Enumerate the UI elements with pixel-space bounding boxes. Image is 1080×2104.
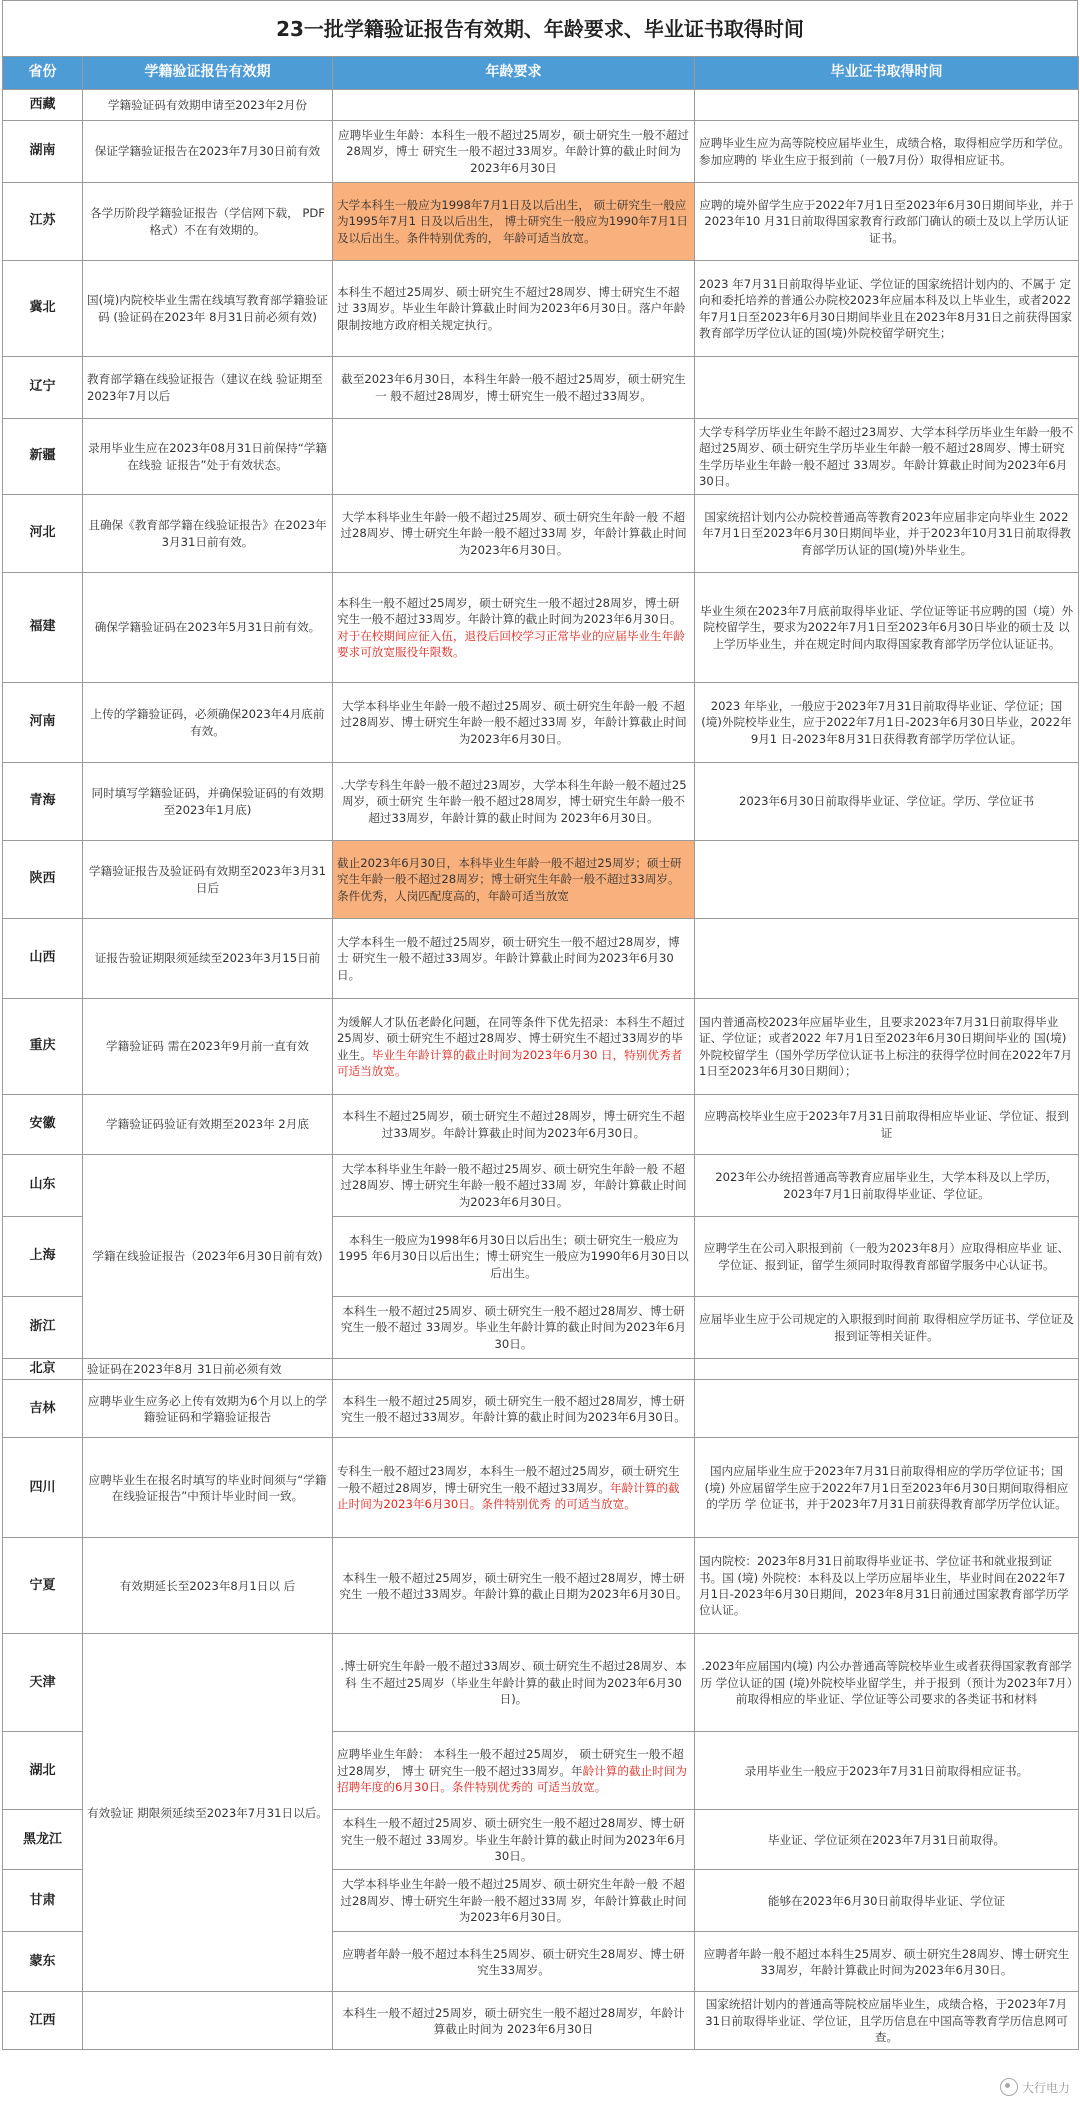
age-cell: 大学本科毕业生年龄一般不超过25周岁、硕士研究生年龄一般 不超过28周岁、博士研究生年龄一般不超过33周 岁，年龄计算截止时间为2023年6月30日。 (333, 1155, 695, 1217)
table-row (3, 419, 1079, 495)
cert-cell (695, 90, 1079, 121)
age-cell: 本科生不超过25周岁、硕士研究生不超过28周岁、博士研究生不超过 33周岁。毕业生年龄计算截止时间为2023年6月30日。落户年龄限制按地方政府相关规定执行。 (333, 261, 695, 357)
province-cell: 冀北 (3, 261, 83, 357)
watermark-text: 大行电力 (1021, 2080, 1070, 2095)
age-cell (333, 573, 695, 683)
validity-cell: 教育部学籍在线验证报告（建议在线 验证期至2023年7月以后 (83, 357, 333, 419)
table-row (3, 121, 1079, 183)
cert-cell (695, 357, 1079, 419)
validity-cell: 学籍验证报告及验证码有效期至2023年3月31日后 (83, 841, 333, 919)
age-cell: 本科生一般不超过25周岁，硕士研究生一般不超过28周岁，博士研究生一般不超过33周岁。年龄计算的截止时间为2023年6月30日。 (333, 1380, 695, 1438)
table-row (3, 495, 1079, 573)
age-cell: 截止2023年6月30日，本科毕业生年龄一般不超过25周岁；硕士研究生年龄一般不超过28周岁；博士研究生年龄一般不超过33周岁。条件优秀，人岗匹配度高的，年龄可适当放宽 (333, 841, 695, 919)
validity-cell-shared: 学籍在线验证报告（2023年6月30日前有效) (83, 1155, 333, 1359)
cert-cell: 应聘者年龄一般不超过本科生25周岁、硕士研究生28周岁、博士研究生33周岁，年龄计算截止时间为2023年6月30日。 (695, 1932, 1079, 1992)
province-cell: 蒙东 (3, 1932, 83, 1992)
cert-cell: 应聘毕业生应为高等院校应届毕业生，成绩合格，取得相应学历和学位。参加应聘的 毕业生应于报到前（一般7月份）取得相应证书。 (695, 121, 1079, 183)
age-cell (333, 999, 695, 1095)
cert-cell: 2023年公办统招普通高等教育应届毕业生，大学本科及以上学历， 2023年7月1日前取得毕业证、学位证。 (695, 1155, 1079, 1217)
age-cell: 本科生不超过25周岁，硕士研究生不超过28周岁，博士研究生不超过33周岁。年龄计算截止时间为2023年6月30日。 (333, 1095, 695, 1155)
province-cell: 河南 (3, 683, 83, 763)
validity-cell: 同时填写学籍验证码，并确保验证码的有效期至2023年1月底) (83, 763, 333, 841)
province-cell: 重庆 (3, 999, 83, 1095)
age-cell: 本科生一般不超过25周岁，硕士研究生一般不超过28周岁，年龄计算截止时间为 2023年6月30日 (333, 1992, 695, 2050)
table-row (3, 183, 1079, 261)
validity-cell: 国(境)内院校毕业生需在线填写教育部学籍验证码 (验证码在2023年 8月31日前必须有效) (83, 261, 333, 357)
province-cell: 河北 (3, 495, 83, 573)
validity-cell-shared: 有效验证 期限须延续至2023年7月31日以后。 (83, 1634, 333, 1992)
table-row (3, 1634, 1079, 1732)
province-cell: 黑龙江 (3, 1810, 83, 1870)
cert-cell: 应聘的境外留学生应于2022年7月1日至2023年6月30日期间毕业，并于2023年10 月31日前取得国家教育行政部门确认的硕士及以上学历认证证书。 (695, 183, 1079, 261)
age-cell: 大学本科生一般不超过25周岁，硕士研究生一般不超过28周岁，博士 研究生一般不超过33周岁。年龄计算截止时间为2023年6月30日。 (333, 919, 695, 999)
age-cell (333, 419, 695, 495)
province-cell: 四川 (3, 1438, 83, 1538)
table-row (3, 573, 1079, 683)
header-age: 年龄要求 (333, 57, 695, 90)
province-cell: 陕西 (3, 841, 83, 919)
cert-cell: 2023 年毕业，一般应于2023年7月31日前取得毕业证、学位证；国 (境)外院校毕业生，应于2022年7月1日-2023年6月30日毕业，2022年9月1 日-2023年8月31日获得教育部学历学位认证。 (695, 683, 1079, 763)
cert-cell: 国家统招计划内公办院校普通高等教育2023年应届非定向毕业生 2022年7月1日至2023年6月30日期间毕业，并于2023年10月31日前取得教育部学历认证的国(境)外毕业生。 (695, 495, 1079, 573)
province-cell: 西藏 (3, 90, 83, 121)
cert-cell: 毕业证、学位证须在2023年7月31日前取得。 (695, 1810, 1079, 1870)
province-cell: 北京 (3, 1359, 83, 1380)
validity-cell: 学籍验证码验证有效期至2023年 2月底 (83, 1095, 333, 1155)
cert-cell: 国内普通高校2023年应届毕业生，且要求2023年7月31日前取得毕业证、学位证；或者2022 年7月1日至2023年6月30日期间毕业的 国(境)外院校留学生（国外学历学位认证书上标注的获得学位时间在2022年7月1日至2023年6月30日期间）； (695, 999, 1079, 1095)
requirements-table (2, 56, 1079, 2050)
age-text: 本科生一般不超过25周岁，硕士研究生一般不超过28周岁，博士研究生一般不超过33周岁。年龄计算的截止时间为2023年6月30日。 (337, 595, 682, 627)
cert-cell: 2023年6月30日前取得毕业证、学位证。学历、学位证书 (695, 763, 1079, 841)
age-note-red: 毕业生年龄计算的截止时间为2023年6月30 日，特别优秀者可适当放宽。 (337, 1047, 683, 1078)
header-province: 省份 (3, 57, 83, 90)
age-cell: 截至2023年6月30日，本科生年龄一般不超过25周岁，硕士研究生一 般不超过28周岁，博士研究生一般不超过33周岁。 (333, 357, 695, 419)
cert-cell: 毕业生须在2023年7月底前取得毕业证、学位证等证书应聘的国（境）外院校留学生，要求为2022年7月1日至2023年6月30日毕业的硕士及 以上学历毕业生，并在规定时间内取得国家教育部学历学位认证证书。 (695, 573, 1079, 683)
validity-cell: 有效期延长至2023年8月1日以 后 (83, 1538, 333, 1634)
age-text: 专科生一般不超过23周岁，本科生一般不超过25周岁，硕士研究生一般不超过28周岁，博士研究生一般不超过33周岁。 (337, 1464, 680, 1495)
table-row (3, 1155, 1079, 1217)
header-cert: 毕业证书取得时间 (695, 57, 1079, 90)
age-cell: 应聘毕业生年龄：本科生一般不超过25周岁，硕士研究生一般不超过28周岁，博士 研究生一般不超过33周岁。年龄计算的截止时间为2023年6月30日 (333, 121, 695, 183)
province-cell: 辽宁 (3, 357, 83, 419)
table-row (3, 683, 1079, 763)
age-note-red: 年龄计算的截止时间为2023年6月30日。条件特别优秀 的可适当放宽。 (337, 1480, 680, 1512)
province-cell: 江西 (3, 1992, 83, 2050)
validity-cell: 保证学籍验证报告在2023年7月30日前有效 (83, 121, 333, 183)
province-cell: 宁夏 (3, 1538, 83, 1634)
province-cell: 吉林 (3, 1380, 83, 1438)
cert-cell: 能够在2023年6月30日前取得毕业证、学位证 (695, 1870, 1079, 1932)
age-cell (333, 1359, 695, 1380)
age-cell: 本科生一般不超过25周岁、硕士研究生一般不超过28周岁、博士研究生一般不超过 33周岁。毕业生年龄计算的截止时间为2023年6月30日。 (333, 1810, 695, 1870)
age-cell: 本科生一般应为1998年6月30日以后出生；硕士研究生一般应为1995 年6月30日以后出生；博士研究生一般应为1990年6月30日以后出生。 (333, 1217, 695, 1297)
province-cell: 湖北 (3, 1732, 83, 1810)
table-row (3, 261, 1079, 357)
table-row (3, 1095, 1079, 1155)
page-title: 23一批学籍验证报告有效期、年龄要求、毕业证书取得时间 (2, 0, 1078, 56)
age-cell (333, 90, 695, 121)
age-cell: 大学本科毕业生年龄一般不超过25周岁、硕士研究生年龄一般 不超过28周岁、博士研究生年龄一般不超过33周 岁，年龄计算截止时间为2023年6月30日。 (333, 683, 695, 763)
cert-cell: 大学专科学历毕业生年龄不超过23周岁、大学本科学历毕业生年龄一般不超过25周岁、硕士研究生学历毕业生年龄一般不超过28周岁、博士研究生学历毕业生年龄一般不超过 33周岁。年龄计算截止时间为2023年6月30日。 (695, 419, 1079, 495)
age-cell: 大学本科生一般应为1998年7月1日及以后出生， 硕士研究生一般应为1995年7月1 日及以后出生， 博士研究生一般应为1990年7月1日及以后出生。条件特别优秀的， 年龄可适当放宽。 (333, 183, 695, 261)
cert-cell: 国内应届毕业生应于2023年7月31日前取得相应的学历学位证书；国 (境) 外应届留学生应于2022年7月1日至2023年6月30日期间取得相应的学历 学 位证书，并于2023年7月31日前获得教育部学历学位认证。 (695, 1438, 1079, 1538)
validity-cell: 各学历阶段学籍验证报告（学信网下载， PDF格式）不在有效期的。 (83, 183, 333, 261)
table-row (3, 841, 1079, 919)
table-row (3, 1992, 1079, 2050)
age-cell: 大学本科毕业生年龄一般不超过25周岁、硕士研究生年龄一般 不超过28周岁、博士研究生年龄一般不超过33周 岁，年龄计算截止时间为2023年6月30日。 (333, 1870, 695, 1932)
validity-cell-empty (83, 1992, 333, 2050)
age-cell: 应聘者年龄一般不超过本科生25周岁、硕士研究生28周岁、博士研究生33周岁。 (333, 1932, 695, 1992)
table-row (3, 90, 1079, 121)
age-cell: .大学专科生年龄一般不超过23周岁，大学本科生年龄一般不超过25周岁，硕士研究 生年龄一般不超过28周岁，博士研究生年龄一般不超过33周岁，年龄计算的截止时间为 2023年6月30日。 (333, 763, 695, 841)
cert-cell (695, 1380, 1079, 1438)
header-validity: 学籍验证报告有效期 (83, 57, 333, 90)
table-row (3, 1438, 1079, 1538)
cert-cell: 国内院校：2023年8月31日前取得毕业证书、学位证书和就业报到证书。国 (境) 外院校：本科及以上学历应届毕业生，毕业时间在2022年7月1日-2023年6月30日期间，2023年8月31日前通过国家教育部学历学位认证。 (695, 1538, 1079, 1634)
province-cell: 山西 (3, 919, 83, 999)
validity-cell: 学籍验证码 需在2023年9月前一直有效 (83, 999, 333, 1095)
cert-cell (695, 1359, 1079, 1380)
validity-cell: 且确保《教育部学籍在线验证报告》在2023年3月31日前有效。 (83, 495, 333, 573)
cert-cell: 应届毕业生应于公司规定的入职报到时间前 取得相应学历证书、学位证及报到证等相关证件。 (695, 1297, 1079, 1359)
age-text: 应聘毕业生年龄： 本科生一般不超过25周岁， 硕士研究生一般不超过28周岁， 博士 研究生一般不超过33周岁。年 (337, 1747, 684, 1778)
validity-cell: 应聘毕业生在报名时填写的毕业时间须与“学籍在线验证报告”中预计毕业时间一致。 (83, 1438, 333, 1538)
age-cell: .博士研究生年龄一般不超过33周岁、硕士研究生不超过28周岁、本科 生不超过25周岁（毕业生年龄计算的截止时间为2023年6月30日)。 (333, 1634, 695, 1732)
table-row (3, 763, 1079, 841)
validity-cell: 应聘毕业生应务必上传有效期为6个月以上的学籍验证码和学籍验证报告 (83, 1380, 333, 1438)
cert-cell: 应聘高校毕业生应于2023年7月31日前取得相应毕业证、学位证、报到证 (695, 1095, 1079, 1155)
watermark (1000, 2078, 1070, 2096)
age-note-red: 龄计算的截止时间为招聘年度的6月30日。条件特别优秀的 可适当放宽。 (337, 1763, 687, 1795)
province-cell: 福建 (3, 573, 83, 683)
table-row (3, 357, 1079, 419)
table-row (3, 919, 1079, 999)
cert-cell: .2023年应届国内(境) 内公办普通高等院校毕业生或者获得国家教育部学历 学位认证的国 (境)外院校毕业留学生，并于报到（预计为2023年7月）前取得相应的毕业证、学位证等公司要求的各类证书和材料 (695, 1634, 1079, 1732)
cert-cell (695, 841, 1079, 919)
age-cell (333, 1438, 695, 1538)
wechat-logo-icon (1000, 2078, 1018, 2096)
validity-cell: 确保学籍验证码在2023年5月31日前有效。 (83, 573, 333, 683)
age-note-red: 对于在校期间应征入伍，退役后回校学习正常毕业的应届毕业生年龄要求可放宽服役年限数。 (337, 628, 685, 659)
province-cell: 山东 (3, 1155, 83, 1217)
province-cell: 江苏 (3, 183, 83, 261)
province-cell: 上海 (3, 1217, 83, 1297)
province-cell: 浙江 (3, 1297, 83, 1359)
table-row (3, 1380, 1079, 1438)
table-row (3, 999, 1079, 1095)
age-cell (333, 1732, 695, 1810)
age-cell: 本科生一般不超过25周岁、硕士研究生一般不超过28周岁、博士研究生一般不超过 33周岁。毕业生年龄计算的截止时间为2023年6月30日。 (333, 1297, 695, 1359)
validity-cell: 学籍验证码有效期申请至2023年2月份 (83, 90, 333, 121)
validity-cell: 证报告验证期限须延续至2023年3月15日前 (83, 919, 333, 999)
province-cell: 新疆 (3, 419, 83, 495)
validity-cell: 录用毕业生应在2023年08月31日前保持“学籍在线验 证报告”处于有效状态。 (83, 419, 333, 495)
table-row (3, 1538, 1079, 1634)
table-row (3, 1359, 1079, 1380)
age-text: 为缓解人才队伍老龄化问题，在同等条件下优先招录：本科生不超过25周岁、硕士研究生不超过28周岁、博士研究生不超过33周岁的毕业生。 (337, 1014, 685, 1062)
cert-cell: 录用毕业生一般应于2023年7月31日前取得相应证书。 (695, 1732, 1079, 1810)
cert-cell: 2023 年7月31日前取得毕业证、学位证的国家统招计划内的、不属于 定向和委托培养的普通公办院校2023年应届本科及以上毕业生，或者2022 年7月1日至2023年6月30日期间毕业且在2023年8月31日之前获得国家教育部学历学位认证的国(境)外院校留学研究生； (695, 261, 1079, 357)
province-cell: 青海 (3, 763, 83, 841)
cert-cell (695, 919, 1079, 999)
cert-cell: 应聘学生在公司入职报到前（一般为2023年8月）应取得相应毕业 证、学位证、报到证，留学生须同时取得教育部留学服务中心认证书。 (695, 1217, 1079, 1297)
province-cell: 安徽 (3, 1095, 83, 1155)
age-cell: 大学本科毕业生年龄一般不超过25周岁、硕士研究生年龄一般 不超过28周岁、博士研究生年龄一般不超过33周 岁，年龄计算截止时间为2023年6月30日。 (333, 495, 695, 573)
table-header-row (3, 57, 1079, 90)
validity-cell: 验证码在2023年8月 31日前必须有效 (83, 1359, 333, 1380)
cert-cell: 国家统招计划内的普通高等院校应届毕业生，成绩合格，于2023年7月31日前取得毕业证、学位证，且学历信息在中国高等教育学历信息网可查。 (695, 1992, 1079, 2050)
age-cell: 本科生一般不超过25周岁，硕士研究生一般不超过28周岁，博士研究生 一般不超过33周岁。年龄计算的截止日期为2023年6月30日。 (333, 1538, 695, 1634)
province-cell: 湖南 (3, 121, 83, 183)
validity-cell: 上传的学籍验证码，必须确保2023年4月底前有效。 (83, 683, 333, 763)
province-cell: 甘肃 (3, 1870, 83, 1932)
province-cell: 天津 (3, 1634, 83, 1732)
